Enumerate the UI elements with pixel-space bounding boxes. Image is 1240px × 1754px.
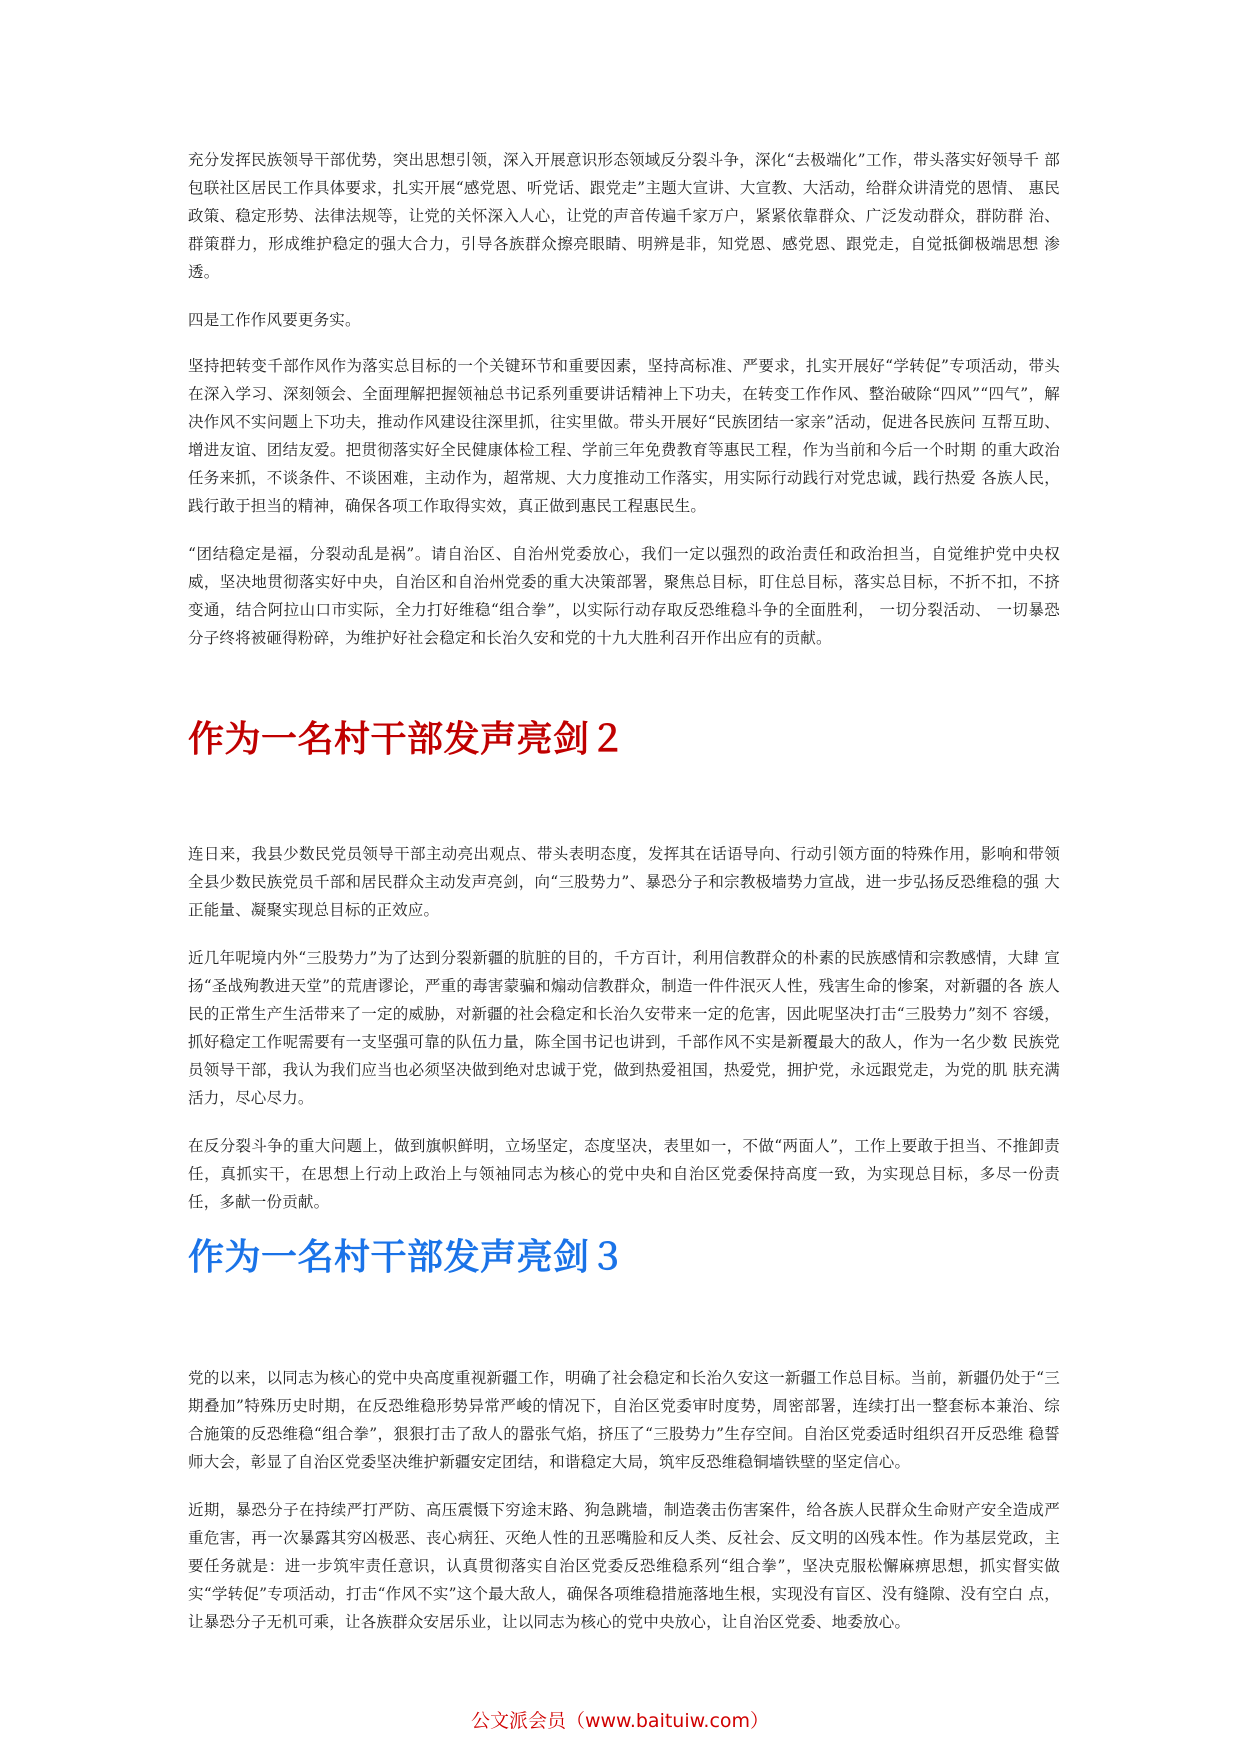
- paragraph: “团结稳定是福，分裂动乱是祸”。请自治区、自治州党委放心，我们一定以强烈的政治责任和政治担当，自觉维护党中央权 威，坚决地贯彻落实好中央，自治区和自治州党委的重大决策部署，聚焦总目标，盯住总目标，落实总目标，不折不扣，不挤 变通，结合阿拉山口市实际，全力打好维稳“组合拳”，以实际行动存取反恐维稳斗争的全面胜利， 一切分裂活动、 一切暴恐 分子终将被砸得粉碎，为维护好社会稳定和长治久安和党的十九大胜利召开作出应有的贡献。: [188, 545, 1060, 647]
- paragraph: 党的以来，以同志为核心的党中央高度重视新疆工作，明确了社会稳定和长治久安这一新疆工作总目标。当前，新疆仍处于“三 期叠加”特殊历史时期，在反恐维稳形势异常严峻的情况下，自治区党委审时度势，周密部署，连续打出一整套标本兼治、综 合施策的反恐维稳“组合拳”，狠狠打击了敌人的嚣张气焰，挤压了“三股势力”生存空间。自治区党委适时组织召开反恐维 稳誓师大会，彰显了自治区党委坚决维护新疆安定团结，和谐稳定大局，筑牢反恐维稳铜墙铁壁的坚定信心。: [188, 1369, 1060, 1471]
- section-heading: 作为一名村干部发声亮剑３: [188, 1237, 627, 1278]
- paragraph: 近几年呢境内外“三股势力”为了达到分裂新疆的肮脏的目的，千方百计，利用信教群众的朴素的民族感情和宗教感情，大肆 宣扬“圣战殉教进天堂”的荒唐谬论，严重的毒害蒙骗和煽动信教群众，制造一件件泯灭人性，残害生命的惨案，对新疆的各 族人民的正常生产生活带来了一定的威胁，对新疆的社会稳定和长治久安带来一定的危害，因此呢坚决打击“三股势力”刻不 容缓，抓好稳定工作呢需要有一支坚强可靠的队伍力量，陈全国书记也讲到，千部作风不实是新覆最大的敌人，作为一名少数 民族党员领导干部，我认为我们应当也必须坚决做到绝对忠诚于党，做到热爱祖国，热爱党，拥护党，永远跟党走，为党的肌 肤充满活力，尽心尽力。: [188, 949, 1060, 1107]
- paragraph: 近期，暴恐分子在持续严打严防、高压震慑下穷途末路、狗急跳墙，制造袭击伤害案件，给各族人民群众生命财产安全造成严重危害，再一次暴露其穷凶极恶、丧心病狂、灭绝人性的丑恶嘴脸和反人类、反社会、反文明的凶残本性。作为基层党政，主要任务就是：进一步筑牢责任意识，认真贯彻落实自治区党委反恐维稳系列“组合拳”，坚决克服松懈麻痹思想，抓实督实做 实“学转促”专项活动，打击“作风不实”这个最大敌人，确保各项维稳措施落地生根，实现没有盲区、没有缝隙、没有空白 点，让暴恐分子无机可乘，让各族群众安居乐业，让以同志为核心的党中央放心，让自治区党委、地委放心。: [188, 1501, 1060, 1631]
- paragraph: 四是工作作风要更务实。: [188, 311, 361, 329]
- section-heading: 作为一名村干部发声亮剑２: [188, 719, 627, 760]
- footer-watermark: 公文派会员（www.baituiw.com）: [470, 1710, 770, 1732]
- paragraph: 充分发挥民族领导干部优势，突出思想引领，深入开展意识形态领域反分裂斗争，深化“去极端化”工作，带头落实好领导千 部包联社区居民工作具体要求，扎实开展“感党恩、听党话、跟党走”主题大宣讲、大宣教、大活动，给群众讲清党的恩情、 惠民政策、稳定形势、法律法规等，让党的关怀深入人心，让党的声音传遍千家万户，紧紧依靠群众、广泛发动群众，群防群 治、群策群力，形成维护稳定的强大合力，引导各族群众擦亮眼睛、明辨是非，知党恩、感党恩、跟党走，自觉抵御极端思想 渗透。: [188, 151, 1060, 281]
- paragraph: 在反分裂斗争的重大问题上，做到旗帜鲜明，立场坚定，态度坚决，表里如一，不做“两面人”，工作上要敢于担当、不推卸责任，真抓实干，在思想上行动上政治上与领袖同志为核心的党中央和自治区党委保持高度一致，为实现总目标，多尽一份责任，多献一份贡献。: [188, 1137, 1060, 1211]
- paragraph: 连日来，我县少数民党员领导干部主动亮出观点、带头表明态度，发挥其在话语导向、行动引领方面的特殊作用，影响和带领 全县少数民族党员千部和居民群众主动发声亮剑，向“三股势力”、暴恐分子和宗教极墙势力宣战，进一步弘扬反恐维稳的强 大正能量、凝聚实现总目标的正效应。: [188, 845, 1060, 919]
- paragraph: 坚持把转变千部作风作为落实总目标的一个关键环节和重要因素，坚持高标准、严要求，扎实开展好“学转促”专项活动，带头在深入学习、深刻领会、全面理解把握领袖总书记系列重要讲话精神上下功夫，在转变工作作风、整治破除“四风”“四气”，解决作风不实问题上下功夫，推动作风建设往深里抓，往实里做。带头开展好“民族团结一家亲”活动，促进各民族问 互帮互助、增进友谊、团结友爱。把贯彻落实好全民健康体检工程、学前三年免费教育等惠民工程，作为当前和今后一个时期 的重大政治任务来抓，不谈条件、不谈困难，主动作为，超常规、大力度推动工作落实，用实际行动践行对党忠诚，践行热爱 各族人民，践行敢于担当的精神，确保各项工作取得实效，真正做到惠民工程惠民生。: [188, 357, 1060, 515]
- document-body: [188, 146, 1060, 1656]
